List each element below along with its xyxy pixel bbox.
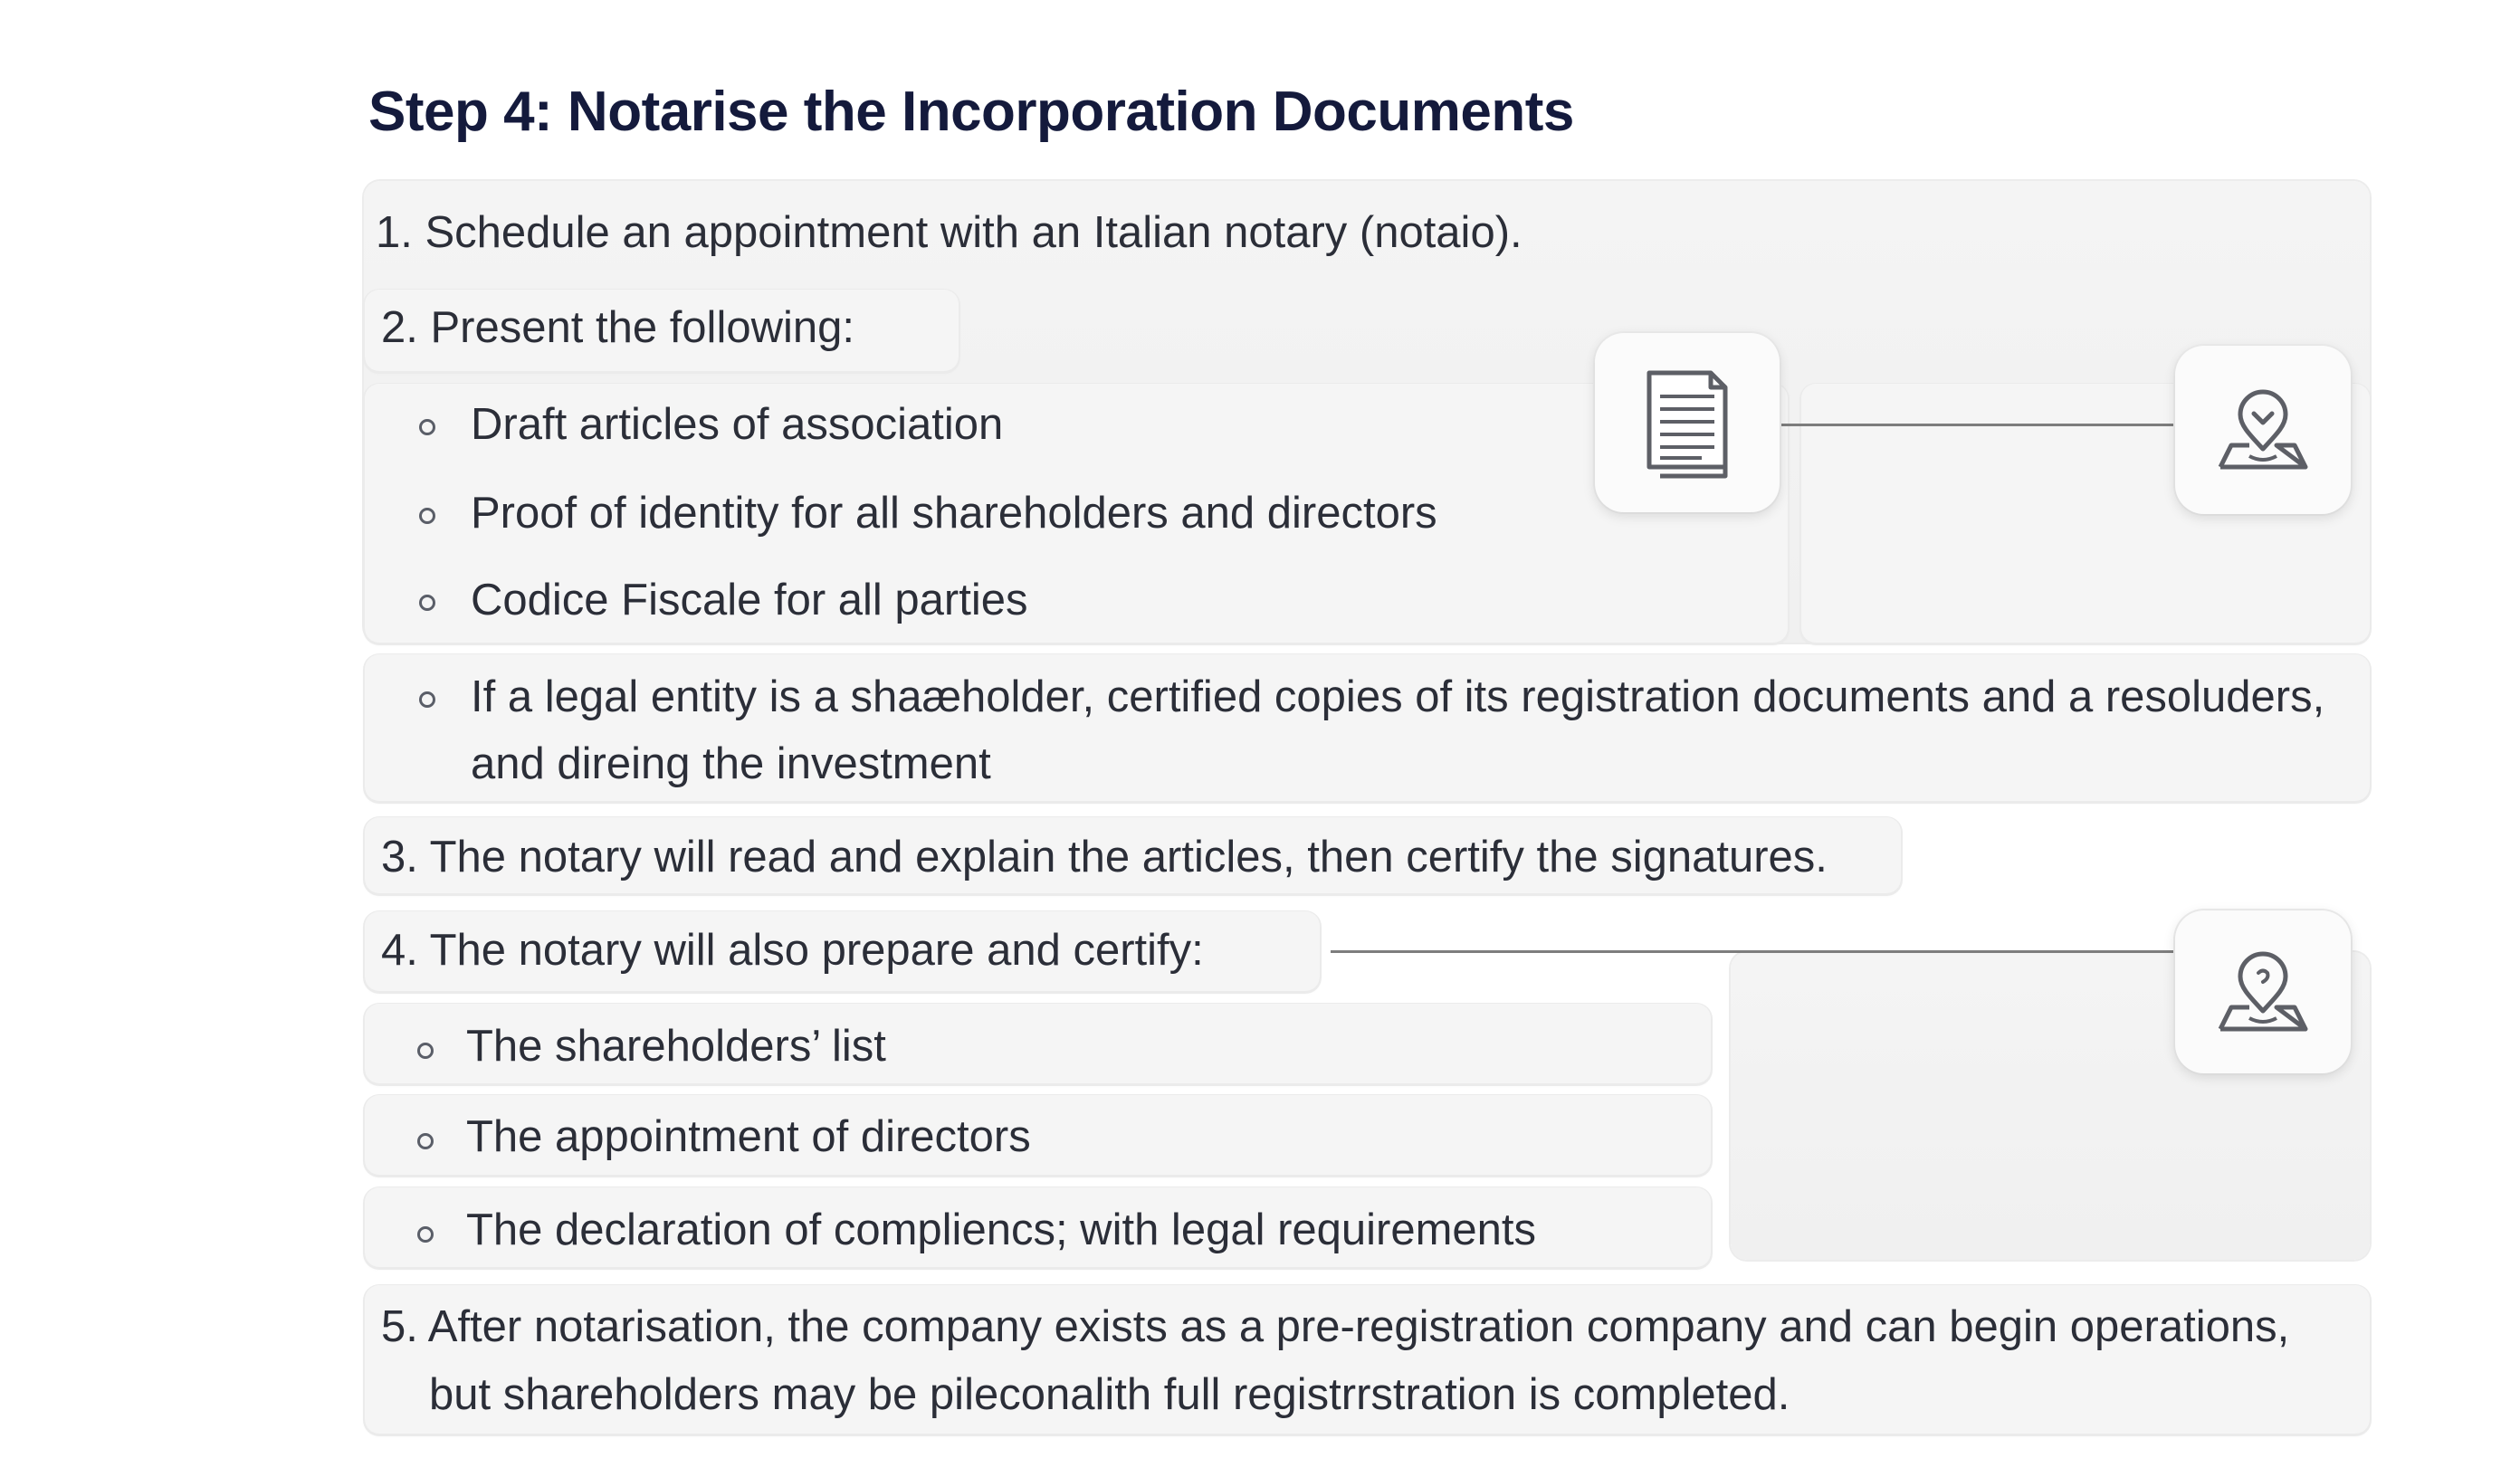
list-item: The appointment of directors	[466, 1112, 1031, 1161]
bullet-icon	[419, 508, 435, 524]
list-item-continuation: and direing the investment	[471, 739, 991, 788]
bullet-icon	[417, 1226, 434, 1243]
connector-line	[1331, 950, 2175, 953]
bullet-icon	[417, 1043, 434, 1059]
connector-line	[1779, 424, 2175, 426]
bullet-icon	[417, 1133, 434, 1149]
page-title: Step 4: Notarise the Incorporation Documents	[368, 81, 1574, 143]
document-icon	[1633, 364, 1742, 481]
list-item: Proof of identity for all shareholders and directors	[471, 489, 1437, 538]
bullet-icon	[419, 691, 435, 708]
list-item: Codice Fiscale for all parties	[471, 576, 1028, 624]
bullet-icon	[419, 419, 435, 435]
step-4-text: 4. The notary will also prepare and certify:	[381, 926, 1204, 975]
list-item: Draft articles of association	[471, 400, 1004, 449]
document-icon-card	[1595, 333, 1780, 512]
list-item: If a legal entity is a shaæholder, certified copies of its registration documents and a resoluders,	[471, 672, 2325, 721]
bullet-icon	[419, 595, 435, 611]
list-item: The shareholders’ list	[466, 1022, 886, 1071]
list-item: The declaration of compliencs; with legal requirements	[466, 1205, 1537, 1254]
notary-icon-card-bottom	[2175, 910, 2351, 1073]
notary-pin-icon	[2213, 380, 2313, 480]
notary-icon-card-top	[2175, 346, 2351, 514]
step-1-text: 1. Schedule an appointment with an Italian notary (notaio).	[376, 208, 1522, 257]
step-5-text: 5. After notarisation, the company exists as a pre-registration company and can begin operations,	[381, 1302, 2290, 1351]
step-3-text: 3. The notary will read and explain the articles, then certify the signatures.	[381, 833, 1828, 881]
notary-pin-icon	[2213, 942, 2313, 1042]
step-5-text-continuation: but shareholders may be pileconalith full registrrstration is completed.	[429, 1370, 1790, 1419]
step-2-text: 2. Present the following:	[381, 303, 854, 352]
